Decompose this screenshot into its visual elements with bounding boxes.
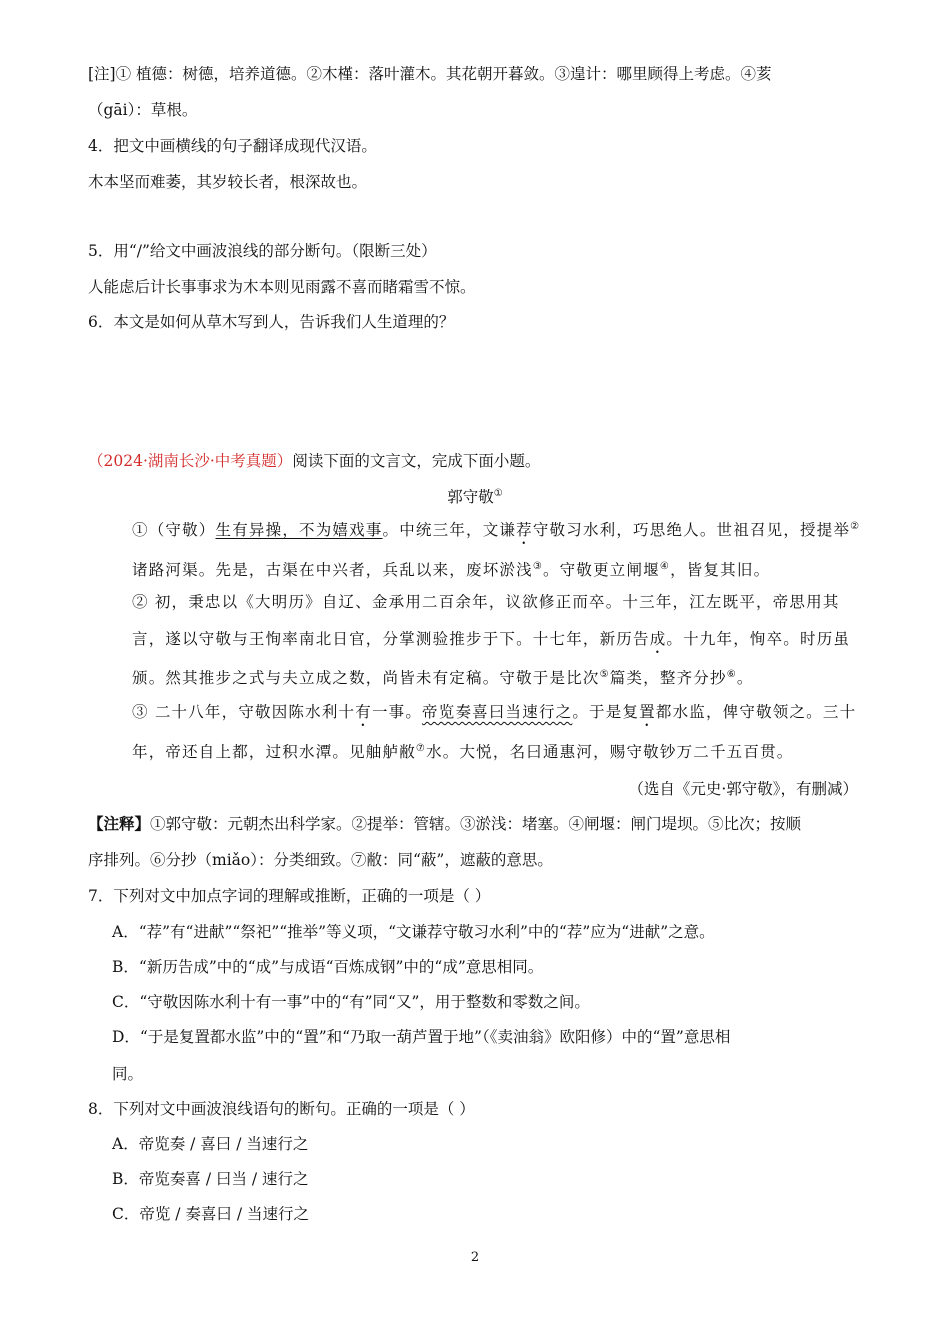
p1-a: ①（守敬） xyxy=(132,521,216,540)
underlined-sentence: 生有异操，不为嬉戏事 xyxy=(215,521,383,540)
p3-a: ③ 二十八年，守敬因陈水利十 xyxy=(132,703,356,721)
paragraph-2 xyxy=(88,584,863,697)
passage-intro xyxy=(88,450,540,472)
intro-text: 阅读下面的文言文，完成下面小题。 xyxy=(292,452,541,470)
p1-c: 。中统三年，文谦 xyxy=(382,521,517,540)
paragraph-3 xyxy=(88,694,863,770)
note-line-2: （gāi）：草根。 xyxy=(88,101,198,119)
dotted-char-jian: 荐 xyxy=(516,521,533,540)
p1-h: ，皆复其旧。 xyxy=(670,560,771,579)
annotation-line-1 xyxy=(88,813,801,835)
p3-c: 一事。 xyxy=(371,703,423,721)
question-7: 7．下列对文中加点字词的理解或推断，正确的一项是（ ） xyxy=(88,887,491,905)
title-text: 郭守敬 xyxy=(447,488,494,506)
paragraph-1 xyxy=(88,509,863,588)
p3-g: 都水监，俾守敬领之。三十年，帝还自上都，过积水潭。见舳舻敝 xyxy=(132,703,857,761)
question-8: 8．下列对文中画波浪线语句的断句。正确的一项是（ ） xyxy=(88,1100,475,1118)
sup-4: ④ xyxy=(659,560,671,572)
question-4-text: 木本坚而难萎，其岁较长者，根深故也。 xyxy=(88,173,368,191)
p1-e: 守敬习水利，巧思绝人。世祖召见，授提举 xyxy=(532,521,851,540)
wavy-sentence: 帝览奏喜曰当速行之 xyxy=(422,703,573,721)
annotation-label: 【注释】 xyxy=(88,814,151,833)
title-sup: ① xyxy=(493,487,503,499)
annotation-text-1: ①郭守敬：元朝杰出科学家。②提举：管辖。③淤浅：堵塞。④闸堰：闸门堤坝。⑤比次；按顺 xyxy=(150,815,802,833)
page-number: 2 xyxy=(470,1250,480,1265)
sup-7: ⑦ xyxy=(415,742,427,754)
q7-option-b[interactable]: B．“新历告成”中的“成”与成语“百炼成钢”中的“成”意思相同。 xyxy=(112,958,544,976)
sup-6: ⑥ xyxy=(726,669,737,680)
passage-source: （选自《元史·郭守敬》，有删减） xyxy=(628,780,858,798)
sup-5: ⑤ xyxy=(599,669,610,680)
p2-c: 。十九年，恂卒。时历虽颁。然其推步之式与夫立成之数，尚皆未有定稿。守敬于是比次 xyxy=(132,629,851,688)
q7-option-d[interactable]: D．“于是复置都水监”中的“置”和“乃取一葫芦置于地”（《卖油翁》欧阳修）中的“置”意思相 xyxy=(112,1028,731,1046)
p2-d: 篇类，整齐分抄 xyxy=(609,669,727,688)
q7-option-d-cont: 同。 xyxy=(112,1065,144,1083)
p3-e: 。于是复 xyxy=(572,703,640,721)
dotted-char-you: 有 xyxy=(355,703,372,721)
exam-source-tag: （2024·湖南长沙·中考真题） xyxy=(88,452,293,470)
q7-option-a[interactable]: A．“荐”有“进献”“祭祀”“推举”等义项，“文谦荐守敬习水利”中的“荐”应为“进献”之意。 xyxy=(112,923,715,941)
question-4: 4．把文中画横线的句子翻译成现代汉语。 xyxy=(88,137,377,155)
p2-a: ② 初，秉忠以《大明历》自辽、金承用二百余年，议欲修正而卒。十三年，江左既平，帝思用其言，遂以守敬与王恂率南北日官，分掌测验推步于下。十七年，新历告 xyxy=(132,593,840,648)
question-6: 6．本文是如何从草木写到人，告诉我们人生道理的？ xyxy=(88,313,455,331)
annotation-line-2: 序排列。⑥分抄（miǎo）：分类细致。⑦敝：同“蔽”，遮蔽的意思。 xyxy=(88,851,553,869)
dotted-char-cheng: 成 xyxy=(649,629,667,648)
note-line-1: [注]① 植德：树德，培养道德。②木槿：落叶灌木。其花朝开暮敛。③遑计：哪里顾得上考虑。④荄 xyxy=(88,65,772,83)
passage-title xyxy=(0,485,950,507)
q8-option-b[interactable]: B．帝览奏喜 / 曰当 / 速行之 xyxy=(112,1170,309,1188)
question-5: 5．用“/”给文中画波浪线的部分断句。（限断三处） xyxy=(88,242,437,260)
sup-3: ③ xyxy=(532,560,543,572)
p1-f: 诸路河渠。先是，古渠在中兴者，兵乱以来，废坏淤浅 xyxy=(132,560,533,579)
p2-e: 。 xyxy=(736,669,754,688)
q8-option-c[interactable]: C．帝览 / 奏喜曰 / 当速行之 xyxy=(112,1205,310,1223)
q8-option-a[interactable]: A．帝览奏 / 喜曰 / 当速行之 xyxy=(112,1135,309,1153)
p1-g: 。守敬更立闸堰 xyxy=(542,560,660,579)
question-5-text: 人能虑后计长事事求为木本则见雨露不喜而睹霜雪不惊。 xyxy=(88,278,476,296)
q7-option-c[interactable]: C．“守敬因陈水利十有一事”中的“有”同“又”，用于整数和零数之间。 xyxy=(112,993,590,1011)
dotted-char-zhi: 置 xyxy=(639,703,656,721)
p3-h: 水。大悦，名曰通惠河，赐守敬钞万二千五百贯。 xyxy=(426,742,794,761)
sup-2: ② xyxy=(850,521,861,532)
